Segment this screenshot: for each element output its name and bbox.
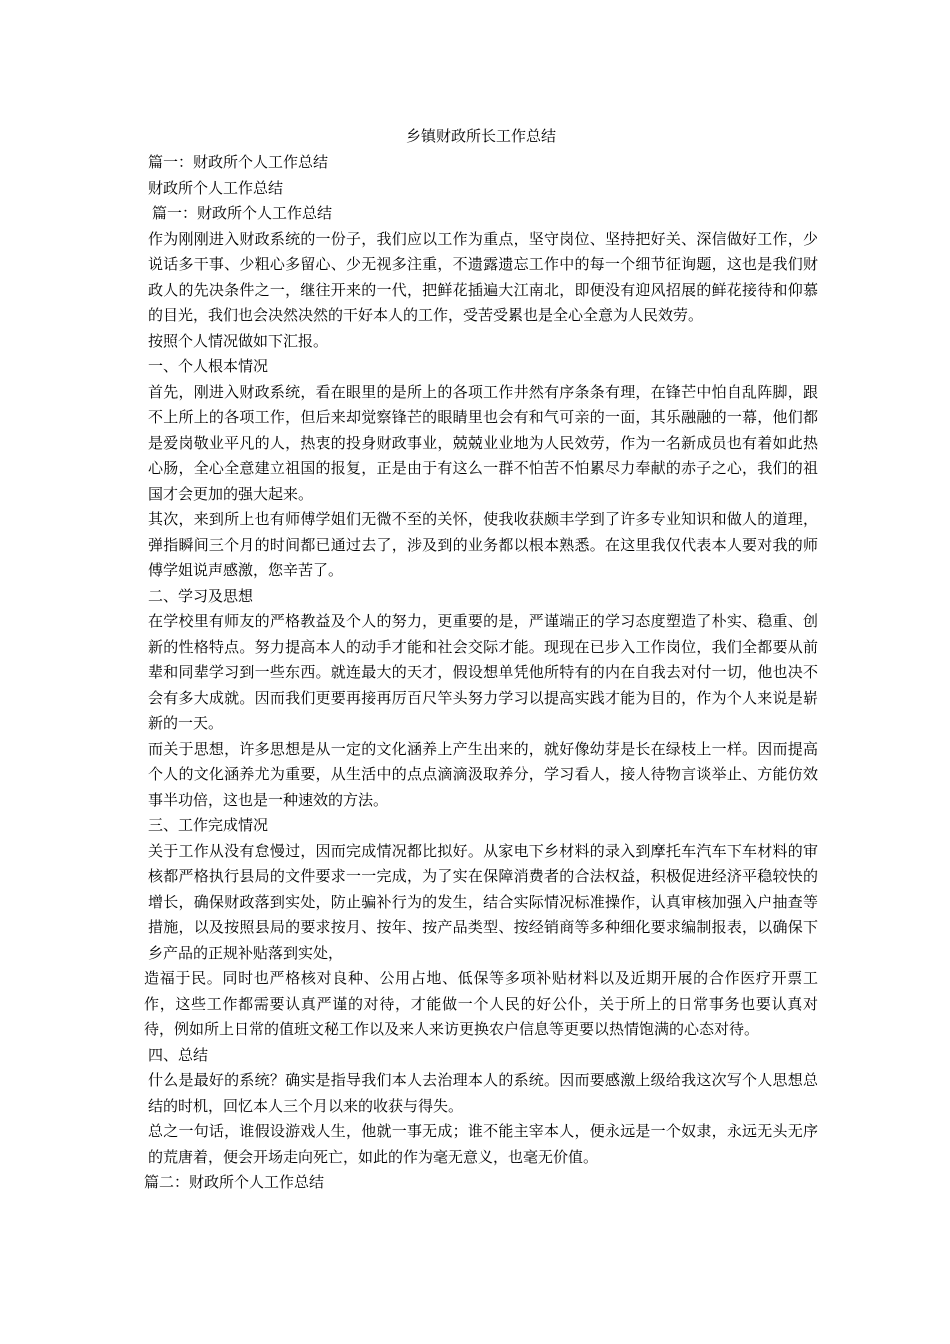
section-heading: 三、工作完成情况 xyxy=(148,816,269,834)
paragraph: 篇一：财政所个人工作总结 xyxy=(148,153,329,171)
paragraph: 而关于思想，许多思想是从一定的文化涵养上产生出来的，就好像幼芽是长在绿枝上一样。因而提高个人的文化涵养尤为重要，从生活中的点点滴滴汲取养分，学习看人，接人待物言谈举止、方能仿效事半功倍，这也是一种速效的方法。 xyxy=(148,739,818,809)
paragraph: 按照个人情况做如下汇报。 xyxy=(148,331,329,350)
section-heading: 二、学习及思想 xyxy=(148,586,254,605)
paragraph: 财政所个人工作总结 xyxy=(148,178,284,197)
document-body xyxy=(144,150,818,1196)
section-heading: 篇二：财政所个人工作总结 xyxy=(144,1173,325,1191)
paragraph: 造福于民。同时也严格核对良种、公用占地、低保等多项补贴材料以及近期开展的合作医疗开票工作，这些工作都需要认真严谨的对待，才能做一个人民的好公仆，关于所上的日常事务也要认真对待，例如所上日常的值班文秘工作以及来人来访更换农户信息等更要以热情饱满的心态对待。 xyxy=(144,969,818,1038)
paragraph: 什么是最好的系统？确实是指导我们本人去治理本人的系统。因而要感激上级给我这次写个人思想总结的时机，回忆本人三个月以来的收获与得失。 xyxy=(148,1071,818,1115)
section-heading: 一、个人根本情况 xyxy=(148,357,269,375)
paragraph: 首先，刚进入财政系统，看在眼里的是所上的各项工作井然有序条条有理，在锋芒中怕自乱阵脚，跟不上所上的各项工作，但后来却觉察锋芒的眼睛里也会有和气可亲的一面，其乐融融的一幕，他们都是爱岗敬业平凡的人，热衷的投身财政事业，兢兢业业地为人民效劳，作为一名新成员也有着如此热心肠，全心全意建立祖国的报复，正是由于有这么一群不怕苦不怕累尽力奉献的赤子之心，我们的祖国才会更加的强大起来。 xyxy=(148,382,818,503)
section-heading: 四、总结 xyxy=(148,1045,209,1064)
paragraph: 其次，来到所上也有师傅学姐们无微不至的关怀，使我收获颇丰学到了许多专业知识和做人的道理，弹指瞬间三个月的时间都已通过去了，涉及到的业务都以根本熟悉。在这里我仅代表本人要对我的师傅学姐说声感激，您辛苦了。 xyxy=(148,510,818,579)
paragraph: 篇一：财政所个人工作总结 xyxy=(152,204,333,222)
paragraph: 作为刚刚进入财政系统的一份子，我们应以工作为重点，坚守岗位、坚持把好关、深信做好工作，少说话多干事、少粗心多留心、少无视多注重，不遗露遗忘工作中的每一个细节征询题，这也是我们财政人的先决条件之一，继往开来的一代，把鲜花插遍大江南北，即便没有迎风招展的鲜花接待和仰慕的目光，我们也会决然决然的干好本人的工作，受苦受累也是全心全意为人民效劳。 xyxy=(148,229,818,324)
paragraph: 关于工作从没有怠慢过，因而完成情况都比拟好。从家电下乡材料的录入到摩托车汽车下车材料的审核都严格执行县局的文件要求一一完成，为了实在保障消费者的合法权益，积极促进经济平稳较快的增长，确保财政落到实处，防止骗补行为的发生，结合实际情况标准操作，认真审核加强入户抽查等措施，以及按照县局的要求按月、按年、按产品类型、按经销商等多种细化要求编制报表，以确保下乡产品的正规补贴落到实处， xyxy=(148,841,818,962)
paragraph: 总之一句话，谁假设游戏人生，他就一事无成；谁不能主宰本人，便永远是一个奴隶，永远无头无序的荒唐着，便会开场走向死亡，如此的作为毫无意义，也毫无价值。 xyxy=(148,1122,818,1166)
document-page xyxy=(144,124,818,1196)
paragraph: 在学校里有师友的严格教益及个人的努力，更重要的是，严谨端正的学习态度塑造了朴实、稳重、创新的性格特点。努力提高本人的动手才能和社会交际才能。现现在已步入工作岗位，我们全都要从前辈和同辈学习到一些东西。就连最大的天才，假设想单凭他所特有的内在自我去对付一切，他也决不会有多大成就。因而我们更要再接再厉百尺竿头努力学习以提高实践才能为目的，作为个人来说是崭新的一天。 xyxy=(148,612,818,732)
document-title: 乡镇财政所长工作总结 xyxy=(405,127,556,145)
